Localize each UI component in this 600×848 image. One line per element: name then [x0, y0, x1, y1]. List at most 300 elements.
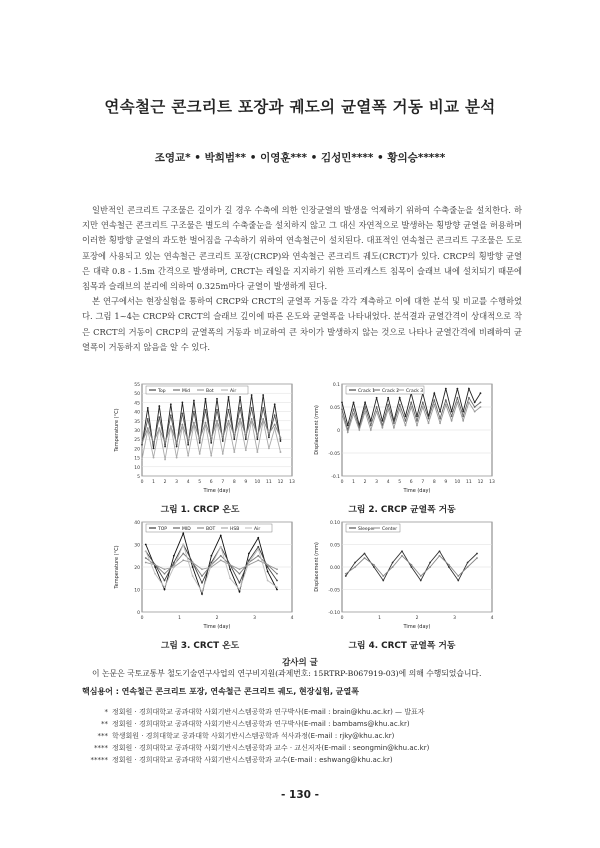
data-point	[216, 420, 218, 422]
data-point	[399, 397, 401, 399]
x-tick-label: 3	[453, 616, 456, 621]
x-tick-label: 4	[490, 616, 494, 621]
data-point	[399, 404, 401, 406]
data-point	[187, 442, 189, 444]
legend-label: TOP	[158, 527, 168, 532]
data-point	[456, 402, 458, 404]
data-point	[257, 548, 259, 550]
data-point	[210, 438, 212, 440]
data-point	[401, 550, 403, 552]
x-tick-label: 3	[375, 480, 379, 485]
data-point	[256, 438, 258, 440]
data-point	[381, 427, 383, 429]
data-point	[364, 557, 366, 559]
footnote-mark: *	[104, 708, 108, 716]
data-point	[153, 457, 155, 459]
data-point	[201, 593, 203, 595]
data-point	[257, 546, 259, 548]
data-point	[393, 422, 395, 424]
data-point	[248, 553, 250, 555]
data-point	[210, 442, 212, 444]
data-point	[276, 573, 278, 575]
y-tick-label: 40	[134, 410, 140, 416]
data-point	[245, 435, 247, 437]
data-point	[274, 414, 276, 416]
y-tick-label: 20	[134, 566, 140, 571]
data-point	[262, 418, 264, 420]
author-list: 조영교* • 박희범** • 이영훈*** • 김성민**** • 황의승*****	[154, 152, 446, 164]
data-point	[474, 402, 476, 404]
x-tick-label: 4	[386, 480, 390, 485]
data-point	[393, 427, 395, 429]
data-point	[353, 408, 355, 410]
footnote-item	[74, 706, 544, 718]
x-tick-label: 2	[415, 616, 419, 621]
data-point	[251, 394, 253, 396]
data-point	[370, 425, 372, 427]
data-point	[474, 406, 476, 408]
legend-label: Air	[254, 527, 261, 532]
data-point	[456, 397, 458, 399]
data-point	[173, 566, 175, 568]
data-point	[229, 564, 231, 566]
data-point	[445, 404, 447, 406]
data-point	[376, 406, 378, 408]
data-point	[341, 413, 343, 415]
legend-label: Air	[230, 389, 237, 394]
legend-label: Bot	[206, 389, 214, 394]
data-point	[192, 566, 194, 568]
legend-label: Crack 3	[406, 389, 424, 394]
data-point	[222, 453, 224, 455]
data-point	[182, 553, 184, 555]
data-point	[467, 562, 469, 564]
data-point	[239, 568, 241, 570]
figure-1-caption: 그림 1. CRCP 온도	[160, 505, 240, 515]
y-tick-label: 30	[134, 543, 140, 549]
data-point	[164, 580, 166, 582]
legend-label: MID	[182, 527, 191, 532]
footnote-item	[74, 730, 544, 742]
data-point	[262, 394, 264, 396]
data-point	[158, 416, 160, 418]
x-tick-label: 10	[254, 480, 261, 485]
data-point	[451, 415, 453, 417]
x-tick-label: 0	[140, 480, 144, 485]
data-point	[222, 436, 224, 438]
data-point	[445, 388, 447, 390]
data-point	[433, 399, 435, 401]
footnote-text: 정회원 · 경희대학교 공과대학 사회기반시스템공학과 교수 · 교신저자(E-mail : seongmin@khu.ac.kr)	[112, 744, 430, 752]
data-point	[267, 571, 269, 573]
data-point	[220, 546, 222, 548]
figure-2-crcp-crack-width-chart	[310, 378, 500, 498]
data-point	[370, 420, 372, 422]
data-point	[153, 442, 155, 444]
page-number: - 130 -	[281, 789, 319, 801]
x-axis-label: Time (day)	[203, 488, 231, 494]
data-point	[405, 415, 407, 417]
x-tick-label: 1	[152, 480, 155, 485]
y-axis-label: Temperature (°C)	[114, 408, 120, 452]
data-point	[220, 555, 222, 557]
footnote-text: 정회원 · 경희대학교 공과대학 사회기반시스템공학과 연구박사(E-mail : brain@khu.ac.kr) — 발표자	[112, 708, 425, 716]
data-point	[353, 402, 355, 404]
data-point	[181, 424, 183, 426]
x-tick-label: 8	[232, 480, 236, 485]
paper-title: 연속철근 콘크리트 포장과 궤도의 균열폭 거동 비교 분석	[104, 98, 496, 116]
data-point	[468, 402, 470, 404]
data-point	[267, 564, 269, 566]
y-tick-label: 30	[134, 429, 140, 434]
x-tick-label: 12	[477, 480, 484, 485]
footnote-mark: **	[101, 720, 108, 728]
x-tick-label: 1	[352, 480, 355, 485]
data-point	[410, 402, 412, 404]
data-point	[228, 409, 230, 411]
y-tick-label: 55	[134, 383, 140, 388]
data-point	[257, 559, 259, 561]
x-tick-label: 2	[363, 480, 367, 485]
data-point	[416, 420, 418, 422]
x-tick-label: 6	[209, 480, 213, 485]
x-tick-label: 10	[454, 480, 461, 485]
data-point	[164, 589, 166, 591]
data-point	[373, 564, 375, 566]
figure-1-crcp-temperature-chart	[110, 378, 300, 498]
y-tick-label: 0.05	[329, 406, 340, 411]
data-point	[439, 550, 441, 552]
data-point	[210, 455, 212, 457]
data-point	[276, 589, 278, 591]
data-point	[181, 425, 183, 427]
data-point	[364, 406, 366, 408]
data-point	[276, 580, 278, 582]
data-point	[158, 427, 160, 429]
data-point	[141, 459, 143, 461]
data-point	[153, 448, 155, 450]
data-point	[364, 411, 366, 413]
data-point	[187, 440, 189, 442]
data-point	[145, 562, 147, 564]
y-tick-label: 0	[337, 429, 340, 434]
x-tick-label: 9	[444, 480, 448, 485]
data-point	[239, 420, 241, 422]
data-point	[462, 420, 464, 422]
data-point	[141, 442, 143, 444]
data-point	[182, 532, 184, 534]
figure-3-crct-temperature-chart	[110, 516, 300, 634]
y-tick-label: 50	[134, 392, 140, 398]
x-tick-label: 12	[277, 480, 284, 485]
footnote-mark: ***	[97, 732, 108, 740]
data-point	[364, 553, 366, 555]
data-point	[164, 573, 166, 575]
data-point	[445, 399, 447, 401]
data-point	[233, 435, 235, 437]
data-point	[267, 566, 269, 568]
data-point	[422, 406, 424, 408]
y-tick-label: 35	[134, 419, 140, 425]
footnotes	[74, 706, 544, 766]
x-tick-label: 4	[186, 480, 190, 485]
y-tick-label: 45	[134, 401, 140, 407]
data-point	[251, 407, 253, 409]
data-point	[268, 435, 270, 437]
data-point	[462, 415, 464, 417]
legend-label: Crack 2	[382, 389, 400, 394]
data-point	[164, 442, 166, 444]
data-point	[193, 422, 195, 424]
data-point	[147, 407, 149, 409]
data-point	[480, 406, 482, 408]
x-tick-label: 0	[340, 616, 344, 621]
y-tick-label: 15	[134, 456, 140, 462]
x-tick-label: 11	[466, 480, 472, 485]
x-tick-label: 3	[175, 480, 179, 485]
data-point	[147, 418, 149, 420]
figure-3-caption: 그림 3. CRCT 온도	[160, 641, 240, 651]
footnote-item	[74, 718, 544, 730]
data-point	[429, 562, 431, 564]
data-point	[216, 398, 218, 400]
data-point	[164, 446, 166, 448]
x-tick-label: 1	[378, 616, 381, 621]
data-point	[267, 580, 269, 582]
figure-4-caption: 그림 4. CRCT 균열폭 거동	[348, 641, 456, 651]
data-point	[193, 424, 195, 426]
legend-label: Sleeper	[358, 527, 376, 532]
x-tick-label: 2	[215, 616, 219, 621]
data-point	[268, 448, 270, 450]
data-point	[164, 568, 166, 570]
data-point	[341, 408, 343, 410]
data-point	[251, 418, 253, 420]
data-point	[433, 404, 435, 406]
data-point	[451, 420, 453, 422]
data-point	[405, 425, 407, 427]
data-point	[222, 440, 224, 442]
y-tick-label: 0.00	[329, 566, 340, 571]
footnote-mark: *****	[90, 756, 108, 764]
data-point	[147, 427, 149, 429]
legend-label: Top	[158, 389, 166, 394]
data-point	[381, 420, 383, 422]
data-point	[457, 575, 459, 577]
data-point	[448, 564, 450, 566]
data-point	[153, 444, 155, 446]
data-point	[405, 420, 407, 422]
data-point	[420, 575, 422, 577]
data-point	[233, 438, 235, 440]
y-axis-label: Displacement (mm)	[314, 542, 320, 592]
data-point	[274, 403, 276, 405]
data-point	[176, 442, 178, 444]
data-point	[387, 404, 389, 406]
data-point	[187, 455, 189, 457]
data-point	[245, 449, 247, 451]
data-point	[201, 591, 203, 593]
footnote-text: 정회원 · 경희대학교 공과대학 사회기반시스템공학과 교수(E-mail : eshwang@khu.ac.kr)	[112, 756, 393, 764]
data-point	[387, 397, 389, 399]
data-point	[205, 424, 207, 426]
data-point	[345, 573, 347, 575]
data-point	[199, 453, 201, 455]
data-point	[410, 566, 412, 568]
data-point	[228, 420, 230, 422]
y-tick-label: 0.1	[332, 383, 340, 388]
x-tick-label: 0	[340, 480, 344, 485]
footnote-mark: ****	[94, 744, 108, 752]
data-point	[448, 566, 450, 568]
data-point	[245, 438, 247, 440]
data-point	[280, 451, 282, 453]
data-point	[147, 429, 149, 431]
data-point	[192, 575, 194, 577]
data-point	[205, 398, 207, 400]
y-tick-label: -0.10	[328, 611, 340, 616]
y-tick-label: -0.1	[331, 475, 340, 480]
data-point	[410, 406, 412, 408]
data-point	[145, 544, 147, 546]
data-point	[170, 403, 172, 405]
x-tick-label: 11	[266, 480, 272, 485]
data-point	[276, 568, 278, 570]
data-point	[181, 413, 183, 415]
legend-label: Mid	[182, 389, 190, 394]
x-axis-label: Time (day)	[203, 624, 231, 630]
legend-label: HSB	[230, 527, 240, 532]
data-point	[239, 407, 241, 409]
data-point	[373, 566, 375, 568]
data-point	[274, 427, 276, 429]
data-point	[428, 422, 430, 424]
x-tick-label: 4	[290, 616, 294, 621]
data-point	[341, 402, 343, 404]
footnote-text: 학생회원 · 경희대학교 공과대학 사회기반시스템공학과 석사과정(E-mail : rjky@khu.ac.kr)	[112, 732, 395, 740]
data-point	[193, 411, 195, 413]
footnote-item	[74, 754, 544, 766]
paragraph-2: 본 연구에서는 현장실험을 통하여 CRCP와 CRCT의 균열폭 거동을 각각 계측하고 이에 대한 분석 및 비교를 수행하였다. 그림 1~4는 CRCP와 CRCT의 슬래브 깊이에 따른 온도와 균열폭을 나타내었다. 분석결과 균열간격이 상대적으로 작은 CRCT의 거동이 CRCP의 균열폭의 거동과 비교하여 큰 차이가 발생하지 않는 것으로 나타나 균열간격에 비례하여 균열폭이 거동하지 않음을 알 수 있다.	[82, 296, 522, 352]
data-point	[205, 409, 207, 411]
x-tick-label: 2	[163, 480, 167, 485]
data-point	[353, 413, 355, 415]
data-point	[280, 440, 282, 442]
data-point	[256, 451, 258, 453]
x-tick-label: 5	[398, 480, 402, 485]
data-point	[428, 418, 430, 420]
data-point	[410, 564, 412, 566]
data-point	[158, 405, 160, 407]
data-point	[457, 580, 459, 582]
data-point	[239, 573, 241, 575]
legend-label: BOT	[206, 527, 216, 532]
data-point	[173, 562, 175, 564]
x-tick-label: 7	[221, 480, 225, 485]
x-tick-label: 13	[289, 480, 295, 485]
data-point	[154, 564, 156, 566]
data-point	[220, 535, 222, 537]
data-point	[141, 444, 143, 446]
data-point	[268, 436, 270, 438]
data-point	[176, 457, 178, 459]
data-point	[422, 402, 424, 404]
acknowledgement-title: 감사의 글	[282, 658, 318, 668]
y-tick-label: 40	[134, 521, 140, 526]
data-point	[376, 411, 378, 413]
data-point	[392, 566, 394, 568]
data-point	[181, 402, 183, 404]
data-point	[170, 425, 172, 427]
data-point	[164, 444, 166, 446]
data-point	[276, 586, 278, 588]
data-point	[201, 582, 203, 584]
data-point	[439, 411, 441, 413]
y-tick-label: 5	[137, 475, 140, 480]
data-point	[456, 388, 458, 390]
data-point	[182, 559, 184, 561]
y-tick-label: -0.05	[328, 452, 340, 457]
data-point	[229, 577, 231, 579]
data-point	[233, 451, 235, 453]
y-axis-label: Temperature (°C)	[114, 545, 120, 589]
data-point	[251, 420, 253, 422]
data-point	[257, 555, 259, 557]
data-point	[239, 582, 241, 584]
data-point	[382, 580, 384, 582]
data-point	[480, 402, 482, 404]
y-tick-label: 10	[134, 465, 140, 471]
legend-label: Center	[382, 527, 398, 532]
abstract-body	[82, 203, 522, 355]
data-point	[229, 568, 231, 570]
footnote-item	[74, 742, 544, 754]
y-tick-label: 0.10	[329, 521, 340, 526]
data-point	[354, 566, 356, 568]
paragraph-1: 일반적인 콘크리트 구조물은 길이가 길 경우 수축에 의한 인장균열의 발생을 억제하기 위하여 수축줄눈을 설치한다. 하지만 연속철근 콘크리트 구조물은 별도의 수축줄눈을 설치하지 않고 그 대신 자연적으로 발생하는 횡방향 균열을 허용하며 이러한 횡방향 균열의 과도한 벌어짐을 구속하기 위하여 연속철근이 설치된다. 대표적인 연속철근 콘크리트 구조물은 도로포장에 사용되고 있는 연속철근 콘크리트 포장(CRCP)와 연속철근 콘크리트 궤도(CRCT)가 있다. CRCP의 횡방향 균열은 대략 0.8 - 1.5m 간격으로 발생하며, CRCT는 레일을 지지하기 위한 프리캐스트 침목이 슬래브 내에 설치되기 때문에 침목과 슬래브의 분리에 의하여 0.325m마다 균열이 발생하게 된다.	[82, 205, 522, 292]
y-tick-label: 0.05	[329, 543, 340, 549]
data-point	[480, 392, 482, 394]
footnote-text: 정회원 · 경희대학교 공과대학 사회기반시스템공학과 연구박사(E-mail : bambams@khu.ac.kr)	[112, 720, 410, 728]
figure-2-caption: 그림 2. CRCP 균열폭 거동	[348, 505, 456, 515]
data-point	[268, 433, 270, 435]
data-point	[364, 402, 366, 404]
data-point	[467, 566, 469, 568]
data-point	[239, 418, 241, 420]
data-point	[201, 575, 203, 577]
data-point	[245, 436, 247, 438]
data-point	[239, 589, 241, 591]
data-point	[199, 442, 201, 444]
data-point	[248, 562, 250, 564]
data-point	[173, 555, 175, 557]
data-point	[462, 411, 464, 413]
y-tick-label: -0.05	[328, 588, 340, 594]
data-point	[216, 422, 218, 424]
data-point	[401, 555, 403, 557]
data-point	[280, 436, 282, 438]
data-point	[476, 557, 478, 559]
y-axis-label: Displacement (mm)	[314, 405, 320, 455]
data-point	[182, 544, 184, 546]
data-point	[433, 392, 435, 394]
data-point	[399, 408, 401, 410]
data-point	[439, 555, 441, 557]
x-axis-label: Time (day)	[403, 488, 431, 494]
x-axis-label: Time (day)	[403, 624, 431, 630]
x-tick-label: 3	[253, 616, 256, 621]
data-point	[476, 553, 478, 555]
